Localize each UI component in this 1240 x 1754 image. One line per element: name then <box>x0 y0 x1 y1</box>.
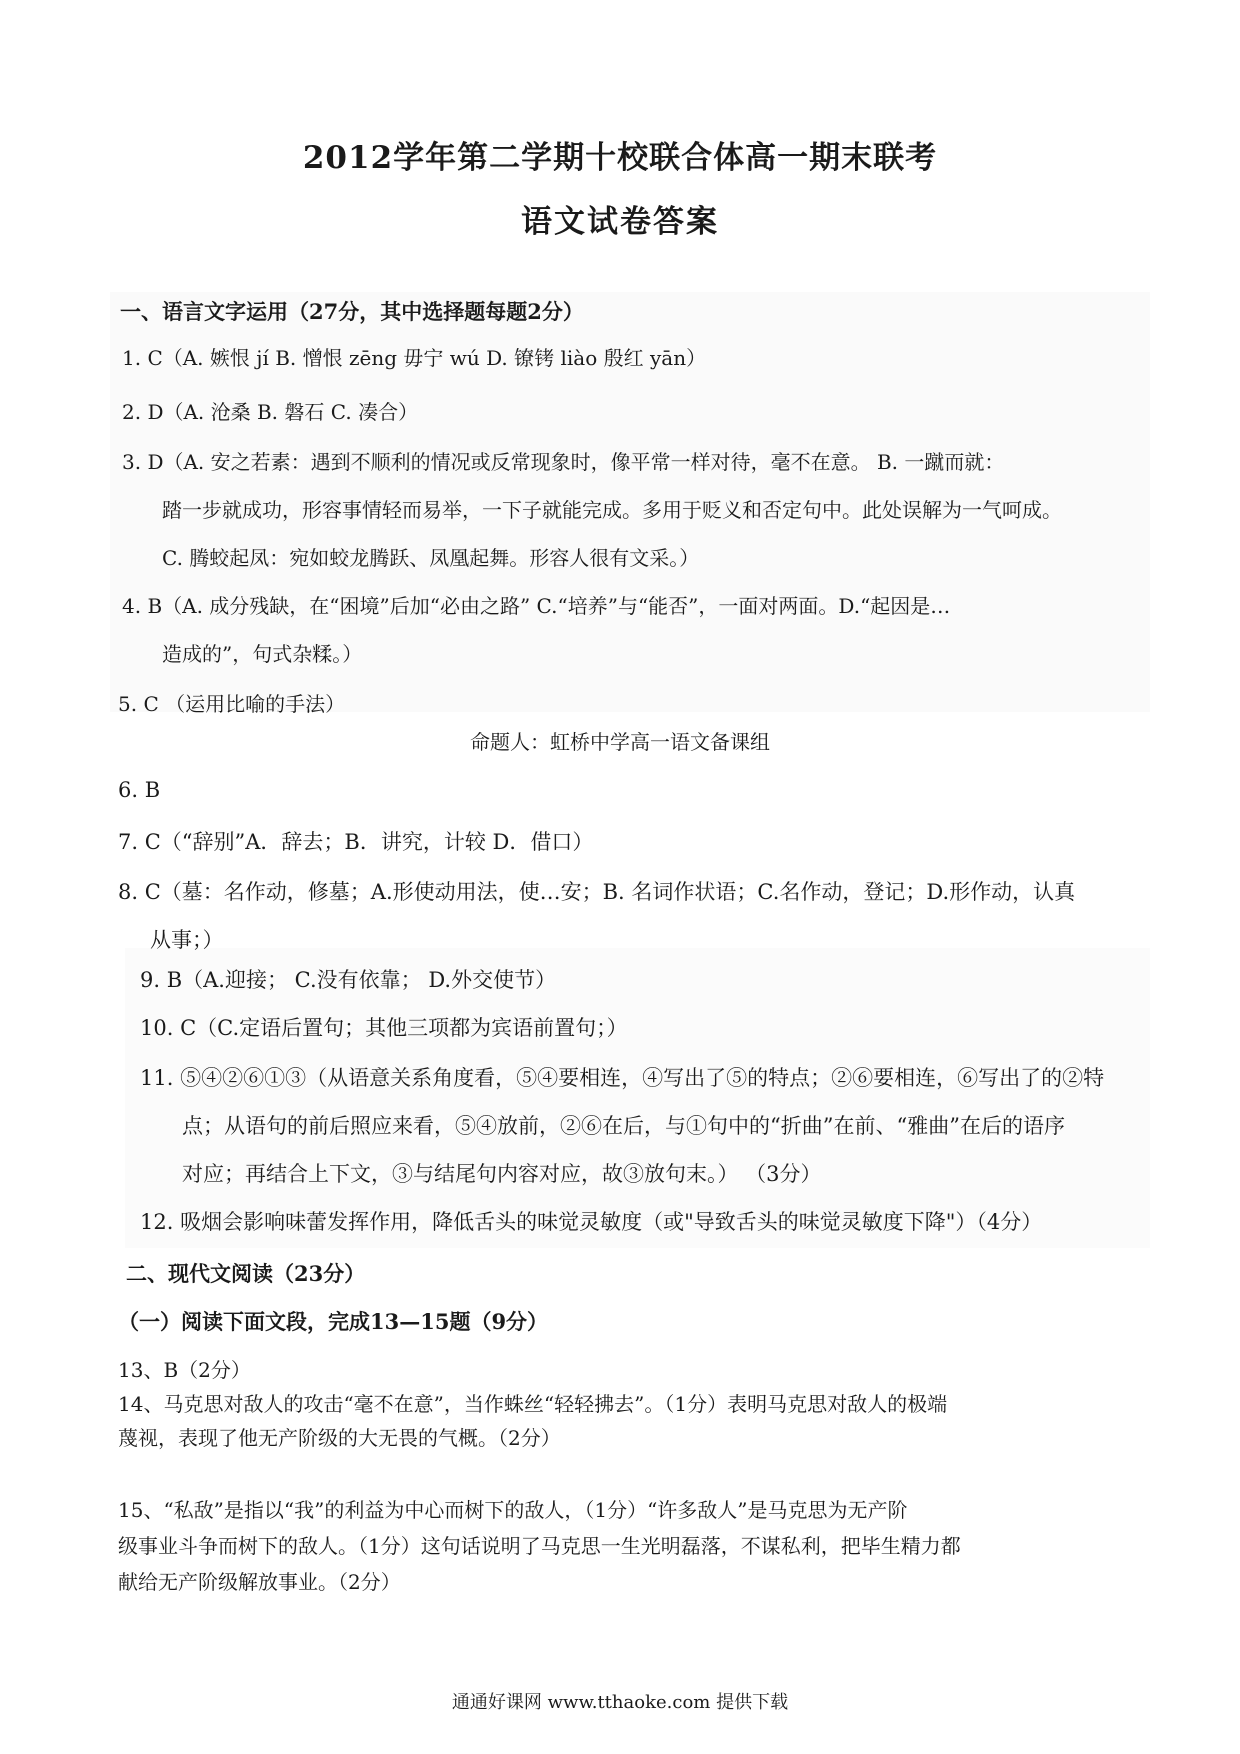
answer-q14-line1: 14、马克思对敌人的攻击“毫不在意”，当作蛛丝“轻轻拂去”。（1分）表明马克思对敌人的极端 <box>118 1392 948 1416</box>
answer-q12: 12. 吸烟会影响味蕾发挥作用，降低舌头的味觉灵敏度（或"导致舌头的味觉灵敏度下降"）（4分） <box>140 1210 1043 1234</box>
answer-q4-line1: 4. B（A. 成分残缺，在“困境”后加“必由之路” C.“培养”与“能否”，一面对两面。D.“起因是… <box>122 594 951 618</box>
answer-q11-line1: 11. ⑤④②⑥①③（从语意关系角度看，⑤④要相连，④写出了⑤的特点；②⑥要相连，⑥写出了的②特 <box>140 1066 1105 1090</box>
answer-q4-line2: 造成的”，句式杂糅。） <box>162 642 363 666</box>
answer-q15-line1: 15、“私敌”是指以“我”的利益为中心而树下的敌人，（1分）“许多敌人”是马克思为无产阶 <box>118 1498 908 1522</box>
answer-q14-line2: 蔑视，表现了他无产阶级的大无畏的气概。（2分） <box>118 1426 561 1450</box>
answer-q9: 9. B（A.迎接； C.没有依靠； D.外交使节） <box>140 968 557 992</box>
section-two-heading: 二、现代文阅读（23分） <box>126 1261 366 1286</box>
answer-q15-line2: 级事业斗争而树下的敌人。（1分）这句话说明了马克思一生光明磊落，不谋私利，把毕生精力都 <box>118 1534 961 1558</box>
answer-q10: 10. C（C.定语后置句；其他三项都为宾语前置句；） <box>140 1016 628 1040</box>
answer-q15-line3: 献给无产阶级解放事业。（2分） <box>118 1570 401 1594</box>
answer-q11-line2: 点；从语句的前后照应来看，⑤④放前，②⑥在后，与①句中的“折曲”在前、“雅曲”在后的语序 <box>182 1114 1065 1138</box>
answer-q8-line2: 从事；） <box>150 928 224 952</box>
answer-q3-line2: 踏一步就成功，形容事情轻而易举，一下子就能完成。多用于贬义和否定句中。此处误解为一气呵成。 <box>162 498 1062 522</box>
section-one-heading: 一、语言文字运用（27分，其中选择题每题2分） <box>120 299 584 324</box>
answer-q3-line1: 3. D（A. 安之若素：遇到不顺利的情况或反常现象时，像平常一样对待，毫不在意。 B. 一蹴而就： <box>122 450 1005 474</box>
section-two-subheading: （一）阅读下面文段，完成13—15题（9分） <box>118 1309 549 1334</box>
answer-q13: 13、B（2分） <box>118 1358 251 1382</box>
answer-q7: 7. C（“辞别”A．辞去；B．讲究，计较 D．借口） <box>118 830 594 854</box>
document-subtitle: 语文试卷答案 <box>521 204 719 240</box>
answer-q11-line3: 对应；再结合上下文，③与结尾句内容对应，故③放句末。） （3分） <box>182 1162 822 1186</box>
answer-q1: 1. C（A. 嫉恨 jí B. 憎恨 zēng 毋宁 wú D. 镣铐 liào 殷红 yān） <box>122 346 707 370</box>
answer-q5: 5. C （运用比喻的手法） <box>118 692 346 716</box>
answer-q2: 2. D（A. 沧桑 B. 磐石 C. 凑合） <box>122 400 419 424</box>
answer-q6: 6. B <box>118 778 161 802</box>
document-title: 2012学年第二学期十校联合体高一期末联考 <box>302 140 938 176</box>
author-line: 命题人：虹桥中学高一语文备课组 <box>470 730 770 754</box>
footer-download-note: 通通好课网 www.tthaoke.com 提供下载 <box>451 1692 789 1713</box>
answer-q8-line1: 8. C（墓：名作动，修墓；A.形使动用法，使…安；B. 名词作状语；C.名作动，登记；D.形作动，认真 <box>118 880 1076 904</box>
answer-q3-line3: C. 腾蛟起凤：宛如蛟龙腾跃、凤凰起舞。形容人很有文采。） <box>162 546 700 570</box>
